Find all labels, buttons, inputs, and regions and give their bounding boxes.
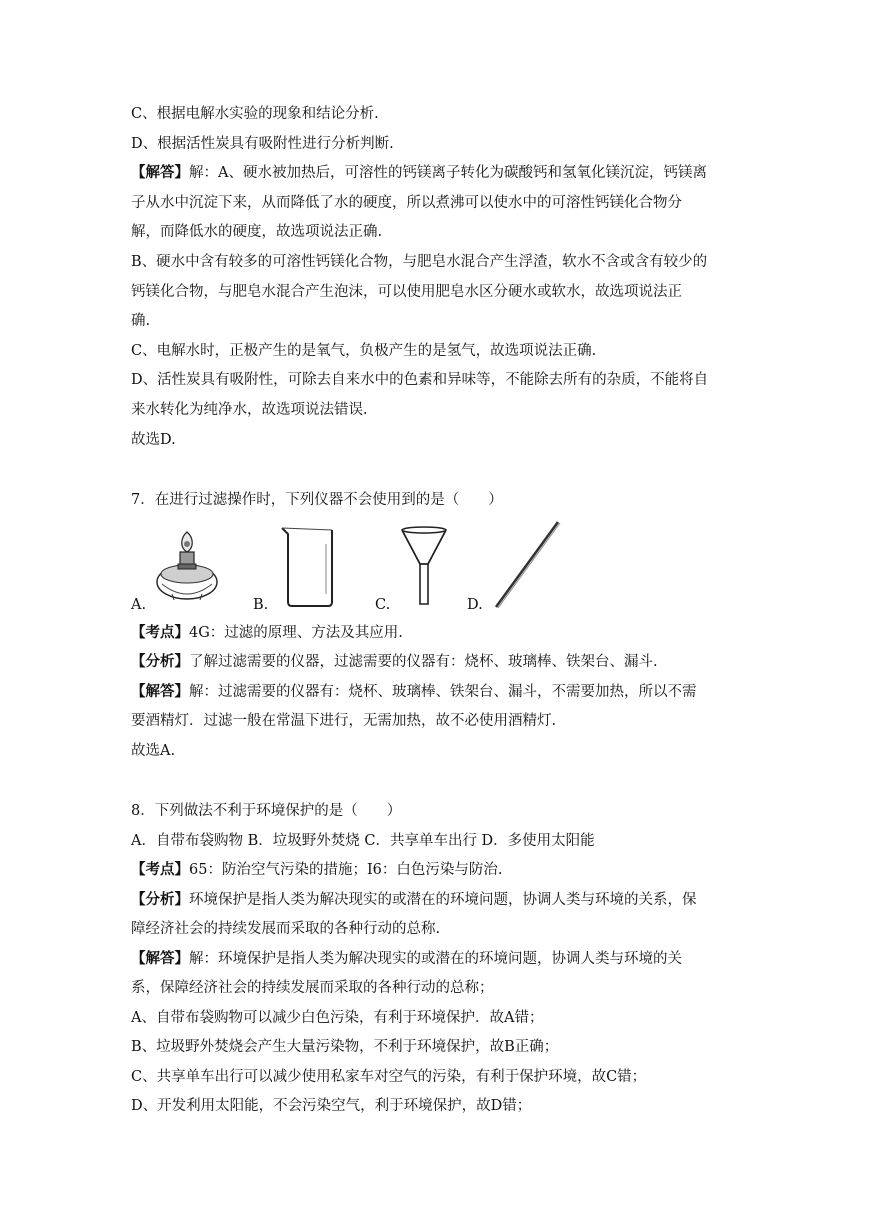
q7-jieda-line: 要酒精灯．过滤一般在常温下进行，无需加热，故不必使用酒精灯. xyxy=(131,713,557,729)
q8-jieda-line: C、共享单车出行可以减少使用私家车对空气的污染，有利于保护环境，故C错； xyxy=(131,1069,647,1085)
answer-line: D、活性炭具有吸附性，可除去自来水中的色素和异味等，不能除去所有的杂质，不能将自 xyxy=(131,372,709,388)
alcohol-lamp-icon xyxy=(152,524,222,604)
answer-line: B、硬水中含有较多的可溶性钙镁化合物，与肥皂水混合产生浮渣，软水不含或含有较少的 xyxy=(131,254,708,270)
answer-text: 解：A、硬水被加热后，可溶性的钙镁离子转化为碳酸钙和氢氧化镁沉淀，钙镁离 xyxy=(189,165,707,181)
analysis-line-c: C、根据电解水实验的现象和结论分析. xyxy=(131,106,379,122)
q7-jieda xyxy=(131,682,697,702)
answer-line: 来水转化为纯净水，故选项说法错误. xyxy=(131,402,368,418)
beaker-icon xyxy=(276,524,338,608)
q8-jieda xyxy=(131,949,682,969)
question-8-options: A．自带布袋购物 B．垃圾野外焚烧 C．共享单车出行 D．多使用太阳能 xyxy=(131,833,595,849)
q7-kaodian xyxy=(131,623,403,643)
q7-fenxi xyxy=(131,652,658,672)
option-d-label: D. xyxy=(467,597,483,613)
jieda-text: 解：环境保护是指人类为解决现实的或潜在的环境问题，协调人类与环境的关 xyxy=(189,951,682,967)
kaodian-tag: 【考点】 xyxy=(131,624,189,641)
option-a-label: A. xyxy=(131,597,147,613)
kaodian-text: 65：防治空气污染的措施；I6：白色污染与防治. xyxy=(189,862,503,878)
answer-line: 子从水中沉淀下来，从而降低了水的硬度，所以煮沸可以使水中的可溶性钙镁化合物分 xyxy=(131,195,682,211)
option-b-label: B. xyxy=(253,597,269,613)
fenxi-text: 环境保护是指人类为解决现实的或潜在的环境问题，协调人类与环境的关系，保 xyxy=(189,892,697,908)
fenxi-tag: 【分析】 xyxy=(131,891,189,908)
answer-line: 解，而降低水的硬度，故选项说法正确. xyxy=(131,224,383,240)
q8-fenxi-line: 障经济社会的持续发展而采取的各种行动的总称. xyxy=(131,921,441,937)
answer-line: C、电解水时，正极产生的是氧气，负极产生的是氢气，故选项说法正确. xyxy=(131,343,597,359)
q8-fenxi xyxy=(131,890,697,910)
question-8-stem: 8．下列做法不利于环境保护的是（ ） xyxy=(131,803,402,819)
q7-jieda-line: 故选A. xyxy=(131,743,176,759)
fenxi-text: 了解过滤需要的仪器，过滤需要的仪器有：烧杯、玻璃棒、铁架台、漏斗. xyxy=(189,654,658,670)
q8-kaodian xyxy=(131,860,503,880)
jieda-tag: 【解答】 xyxy=(131,950,189,967)
funnel-icon xyxy=(398,524,450,608)
glass-rod-icon xyxy=(490,519,562,611)
kaodian-text: 4G：过滤的原理、方法及其应用. xyxy=(189,625,403,641)
q8-jieda-line: 系，保障经济社会的持续发展而采取的各种行动的总称； xyxy=(131,980,494,996)
answer-line: 故选D. xyxy=(131,432,176,448)
jieda-tag: 【解答】 xyxy=(131,683,189,700)
jieda-text: 解：过滤需要的仪器有：烧杯、玻璃棒、铁架台、漏斗，不需要加热，所以不需 xyxy=(189,684,697,700)
q8-jieda-line: D、开发利用太阳能，不会污染空气，利于环境保护，故D错； xyxy=(131,1098,532,1114)
question-7-stem: 7．在进行过滤操作时，下列仪器不会使用到的是（ ） xyxy=(131,492,503,508)
answer-line xyxy=(131,163,707,183)
answer-line: 钙镁化合物，与肥皂水混合产生泡沫，可以使用肥皂水区分硬水或软水，故选项说法正 xyxy=(131,284,682,300)
q8-jieda-line: A、自带布袋购物可以减少白色污染，有利于环境保护．故A错； xyxy=(131,1010,544,1026)
analysis-line-d: D、根据活性炭具有吸附性进行分析判断. xyxy=(131,136,394,152)
fenxi-tag: 【分析】 xyxy=(131,653,189,670)
answer-line: 确. xyxy=(131,313,151,329)
answer-tag: 【解答】 xyxy=(131,164,189,181)
q8-jieda-line: B、垃圾野外焚烧会产生大量污染物，不利于环境保护，故B正确； xyxy=(131,1039,559,1055)
kaodian-tag: 【考点】 xyxy=(131,861,189,878)
option-c-label: C. xyxy=(375,597,391,613)
